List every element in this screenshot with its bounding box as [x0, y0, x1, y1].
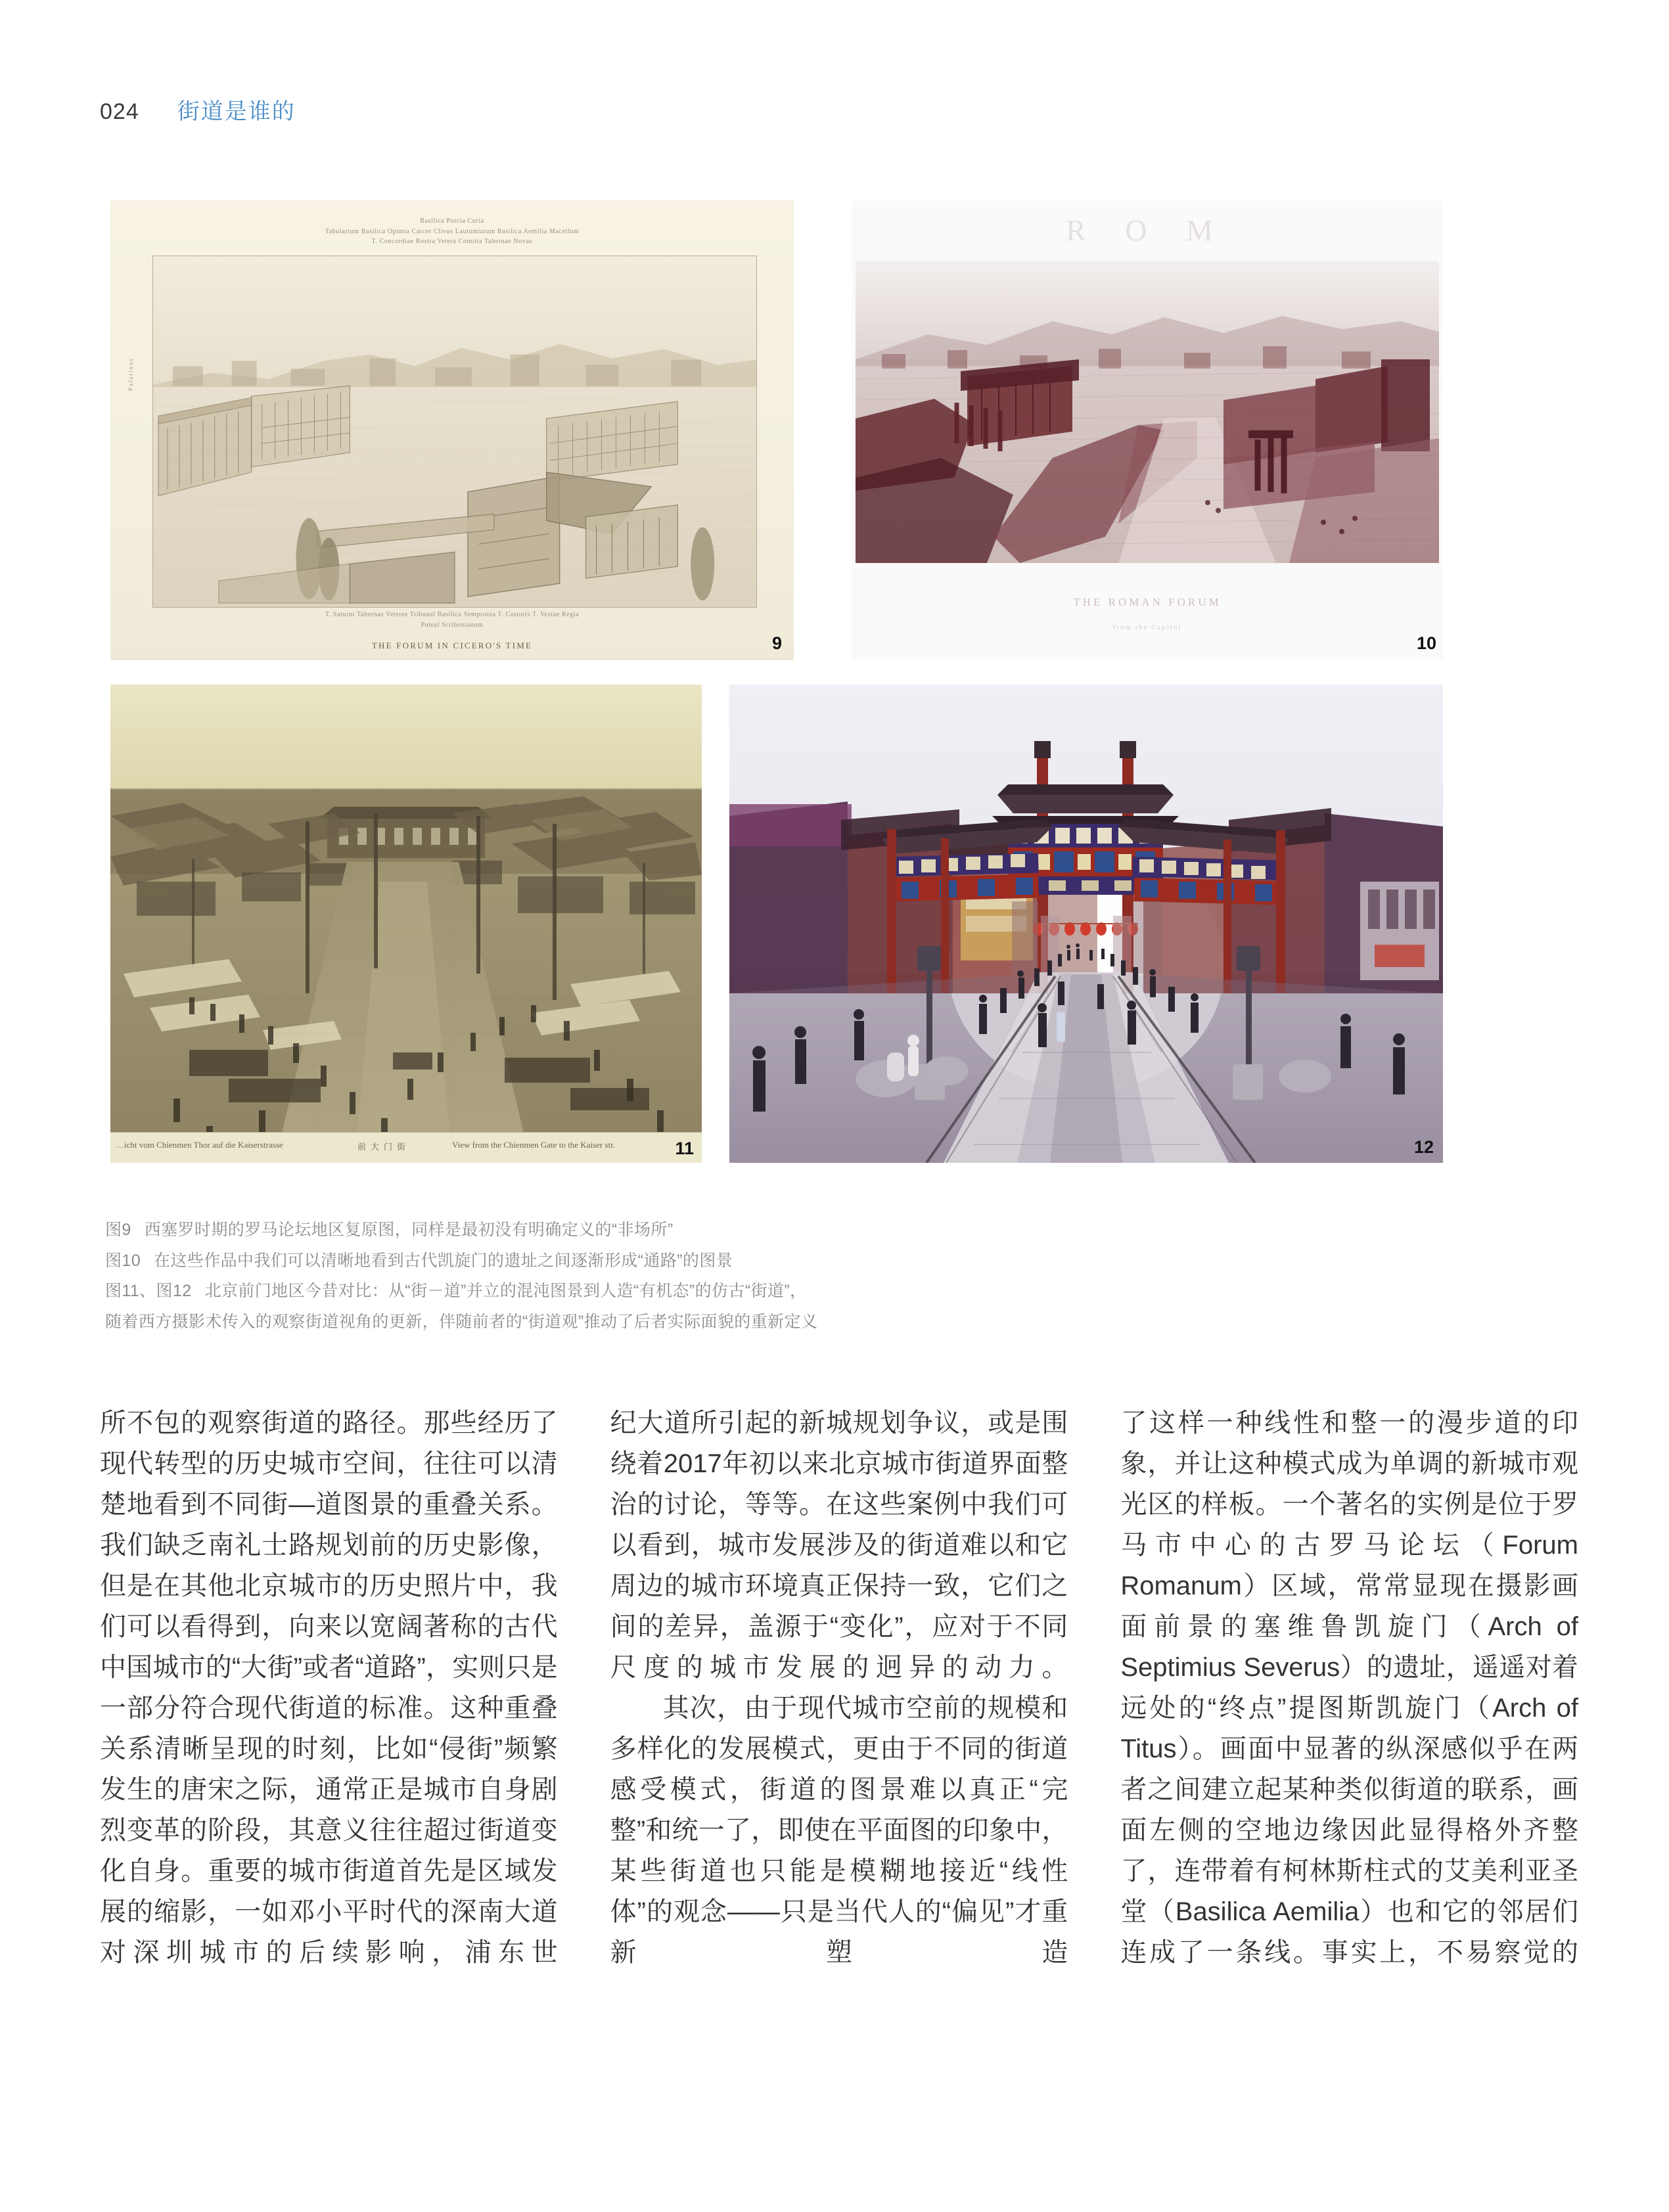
- fig10-plate-subcaption: from the Capitol: [1112, 623, 1182, 631]
- text-column-1: [100, 1403, 558, 1973]
- fig9-engraving-area: [152, 256, 757, 608]
- caption-fig10-text: 在这些作品中我们可以清晰地看到古代凯旋门的遗址之间逐渐形成“通路”的图景: [154, 1251, 733, 1270]
- body-text: [100, 1403, 1578, 1973]
- caption-fig9-label: 图9: [105, 1221, 131, 1239]
- caption-fig10-label: 图10: [105, 1251, 141, 1270]
- fig11-strip-german: …icht vom Chienmen Thor auf die Kaiserstrasse: [116, 1140, 283, 1150]
- paragraph: 纪大道所引起的新城规划争议，或是围绕着2017年初以来北京城市街道界面整治的讨论，等等。在这些案例中我们可以看到，城市发展涉及的街道难以和它周边的城市环境真正保持一致，它们之间的差异，盖源于“变化”，应对于不同尺度的城市发展的迥异的动力。: [610, 1409, 1068, 1682]
- fig9-top-labels: Basilica Porcia Curia Tabularium Basilica Opimia Carcer Clivus Lautumiarum Basilica Aemilia Macellum T. Concordiae Rostra Vetera Comitia Tabernae Novae: [325, 217, 580, 245]
- fig10-plate-caption: THE ROMAN FORUM: [1073, 596, 1222, 608]
- paragraph: 其次，由于现代城市空前的规模和多样化的发展模式，更由于不同的街道感受模式，街道的图景难以真正“完整”和统一了，即使在平面图的印象中，某些街道也只能是模糊地接近“线性体”的观念——只是当代人的“偏见”才重新塑造: [610, 1694, 1068, 1967]
- text-column-2: [610, 1403, 1068, 1973]
- figure-11-qianmen-historic-photo: [110, 685, 702, 1163]
- fig11-caption-strip: [110, 1132, 702, 1163]
- text-column-3: [1120, 1403, 1578, 1973]
- fig9-plate-title: THE FORUM IN CICERO'S TIME: [371, 641, 533, 650]
- figure-captions: [105, 1215, 1570, 1338]
- figure-number-10: 10: [1416, 633, 1436, 653]
- fig11-photo: [110, 685, 702, 1163]
- fig9-side-label: Palatinus: [127, 357, 134, 391]
- caption-fig11-12-label: 图11、图12: [105, 1282, 192, 1300]
- fig12-photo: [729, 685, 1443, 1163]
- caption-fig11-12-cont: [105, 1307, 1570, 1337]
- fig9-engraving-svg: [153, 256, 756, 607]
- caption-fig10: [105, 1246, 1570, 1276]
- caption-fig9-text: 西塞罗时期的罗马论坛地区复原图，同样是最初没有明确定义的“非场所”: [144, 1221, 674, 1239]
- fig10-etching-area: [856, 261, 1439, 563]
- fig12-photo-svg: [729, 685, 1443, 1163]
- figure-number-12: 12: [1413, 1137, 1434, 1157]
- fig10-watermark-text: R O M: [1066, 214, 1229, 247]
- paragraph: 所不包的观察街道的路径。那些经历了现代转型的历史城市空间，往往可以清楚地看到不同街—道图景的重叠关系。我们缺乏南礼士路规划前的历史影像，但是在其他北京城市的历史照片中，我们可以看得到，向来以宽阔著称的古代中国城市的“大街”或者“道路”，实则只是一部分符合现代街道的标准。这种重叠关系清晰呈现的时刻，比如“侵街”频繁发生的唐宋之际，通常正是城市自身剧烈变革的阶段，其意义往往超过街道变化自身。重要的城市街道首先是区域发展的缩影，一如邓小平时代的深南大道对深圳城市的后续影响，浦东世: [100, 1409, 558, 1967]
- fig9-bottom-labels: T. Saturni Tabernae Veteres Tribunal Basilica Sempronia T. Castoris T. Vestae Regia Puteal Scribonianum: [325, 611, 580, 629]
- caption-fig11-12-text-cont: 随着西方摄影术传入的观察街道视角的更新，伴随前者的“街道观”推动了后者实际面貌的重新定义: [105, 1312, 818, 1331]
- paragraph: 了这样一种线性和整一的漫步道的印象，并让这种模式成为单调的新城市观光区的样板。一个著名的实例是位于罗马市中心的古罗马论坛（Forum Romanum）区域，常常显现在摄影画面前景的塞维鲁凯旋门（Arch of Septimius Severus）的遗址，遥遥对着远处的“终点”提图斯凯旋门（Arch of Titus）。画面中显著的纵深感似乎在两者之间建立起某种类似街道的联系，画面左侧的空地边缘因此显得格外齐整了，连带着有柯林斯柱式的艾美利亚圣堂（Basilica Aemilia）也和它的邻居们连成了一条线。事实上，不易察觉的: [1120, 1409, 1579, 1967]
- fig11-photo-svg: [110, 685, 702, 1163]
- figure-12-qianmen-modern-photo: [729, 685, 1443, 1163]
- caption-fig9: [105, 1215, 1570, 1245]
- running-title: 街道是谁的: [177, 99, 296, 124]
- figure-10-forum-etching: [852, 200, 1443, 660]
- figure-number-9: 9: [771, 633, 782, 653]
- fig10-etching-svg: [856, 261, 1439, 563]
- caption-fig11-12: [105, 1276, 1570, 1306]
- figure-9-roman-forum-reconstruction: [110, 200, 794, 660]
- figure-number-11: 11: [675, 1139, 694, 1158]
- fig11-strip-chinese: 前大门街: [357, 1142, 411, 1152]
- fig11-strip-english: View from the Chienmen Gate to the Kaiser str.: [452, 1140, 615, 1150]
- caption-fig11-12-text: 北京前门地区今昔对比：从“街－道”并立的混沌图景到人造“有机态”的仿古“街道”，: [204, 1282, 807, 1300]
- page-folio: 024: [100, 99, 139, 124]
